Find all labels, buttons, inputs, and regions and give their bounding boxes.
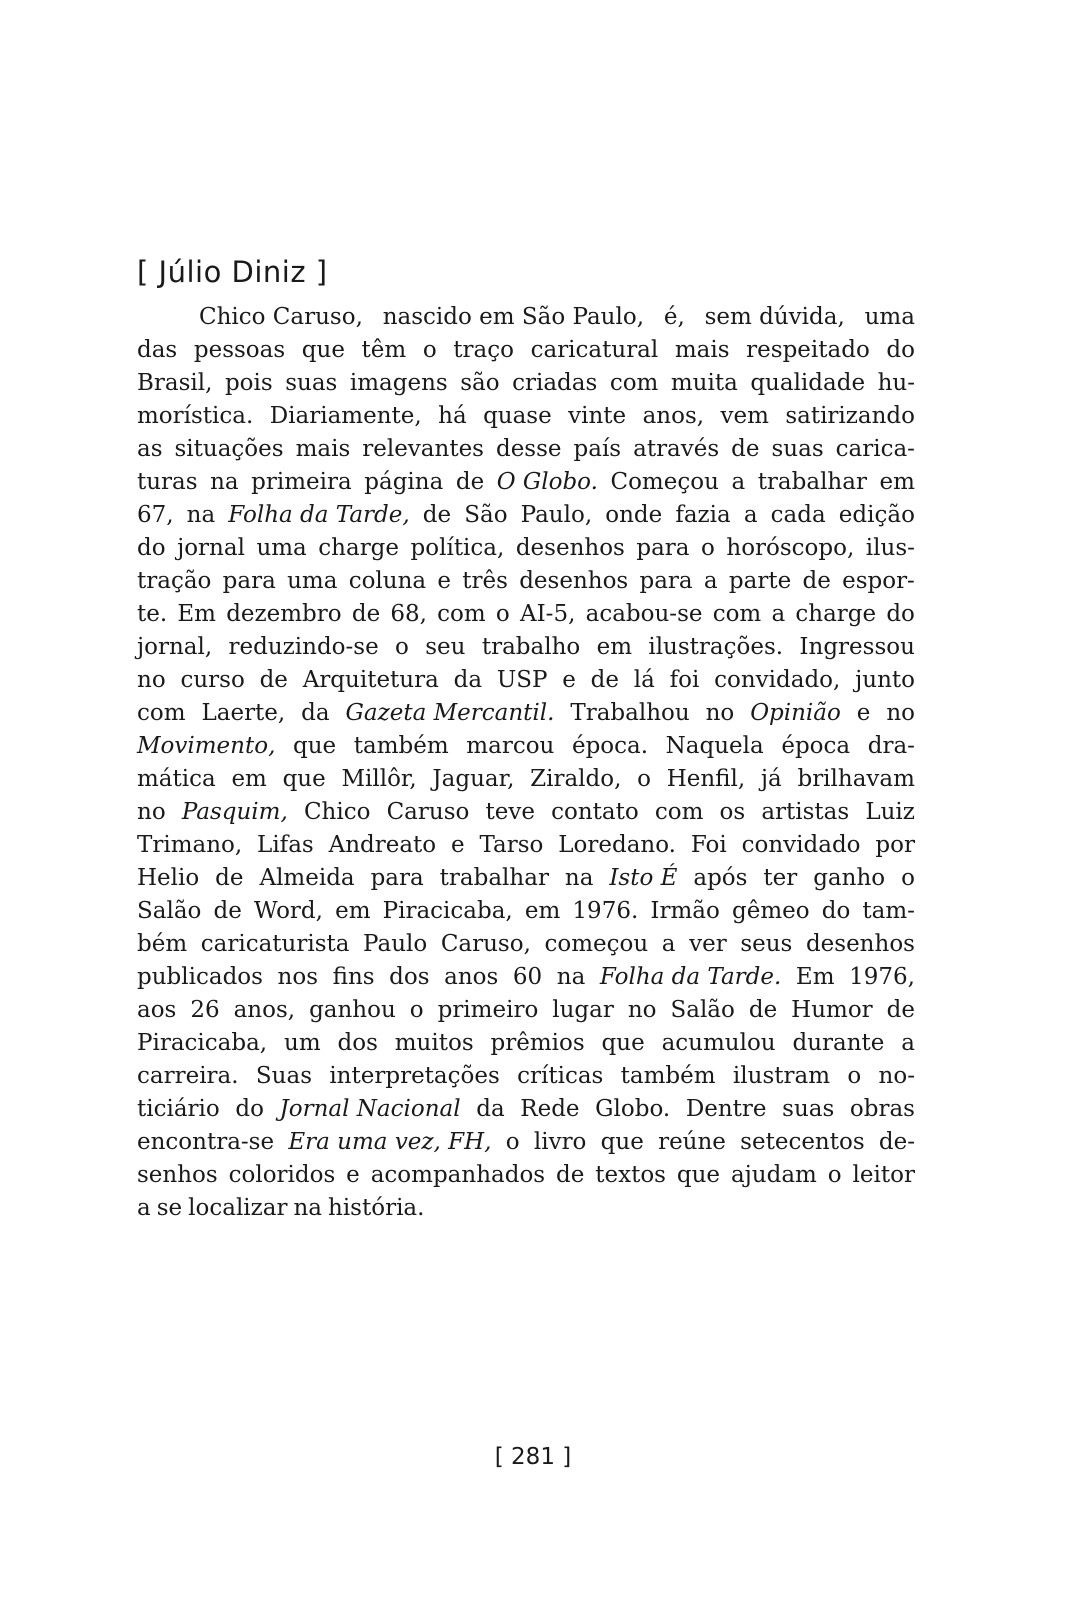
word: na [556, 964, 586, 990]
word: Chico Caruso, [199, 304, 363, 330]
word: do [886, 601, 915, 627]
word: Irmão [650, 898, 720, 924]
word: Millôr, [341, 766, 417, 792]
word: para [639, 568, 693, 594]
word: em [596, 634, 632, 660]
word: nos [277, 964, 319, 990]
text-line [137, 1093, 915, 1126]
word: 60 [512, 964, 543, 990]
word: mática [137, 766, 216, 792]
word: suas [782, 1096, 835, 1122]
word: parte [728, 568, 792, 594]
word: muita [670, 370, 738, 396]
word: o [422, 337, 437, 363]
word: e [451, 832, 465, 858]
word: após [693, 865, 748, 891]
word: convidado, [714, 667, 841, 693]
word: desenhos [515, 535, 625, 561]
word: para [370, 865, 424, 891]
word: anos [444, 964, 499, 990]
word: a [703, 568, 718, 594]
word: junto [855, 667, 915, 693]
word: na [564, 865, 594, 891]
word: 1976. [572, 898, 639, 924]
word: encontra-se [137, 1129, 275, 1155]
word: e [437, 568, 452, 594]
word: dos [389, 964, 430, 990]
word: que [293, 733, 337, 759]
text-line [137, 301, 915, 334]
word: bém [137, 931, 188, 957]
word: seus [740, 931, 793, 957]
word: em [335, 898, 371, 924]
word: os [719, 799, 746, 825]
text-line [137, 1060, 915, 1093]
word: foi [669, 667, 700, 693]
word: localizar [188, 1195, 288, 1221]
word: AI-5, [519, 601, 576, 627]
word: ilus- [865, 535, 915, 561]
word: da [453, 667, 483, 693]
word: ver [689, 931, 727, 957]
word: o [701, 535, 715, 561]
word: com [712, 601, 762, 627]
word: teve [485, 799, 535, 825]
word: criadas [512, 370, 598, 396]
word: com [654, 799, 704, 825]
word: há [438, 403, 467, 429]
word: que [601, 1030, 645, 1056]
word: pois [224, 370, 273, 396]
word: suas [285, 370, 338, 396]
text-line [137, 928, 915, 961]
word: charge [318, 535, 400, 561]
word: Ziraldo, [530, 766, 622, 792]
word: a [901, 1030, 915, 1056]
word: desenhos [519, 568, 629, 594]
word: primeira [251, 469, 352, 495]
text-line [137, 1126, 915, 1159]
word: o [901, 865, 915, 891]
text-line [137, 994, 915, 1027]
text-line [137, 862, 915, 895]
word: também [620, 1063, 716, 1089]
word: brilhavam [797, 766, 915, 792]
word: Loredano. [558, 832, 676, 858]
word: o [395, 634, 409, 660]
word: Trimano, [137, 832, 243, 858]
word: é, [663, 304, 685, 330]
word: época. [571, 733, 649, 759]
word: onde [605, 502, 663, 528]
word: Humor [791, 997, 873, 1023]
word: ticiário [137, 1096, 220, 1122]
word: Paulo [363, 931, 428, 957]
word: a [137, 1195, 151, 1221]
word: fins [332, 964, 375, 990]
italic-title-word: Era uma vez, FH, [288, 1129, 492, 1155]
word: política, [410, 535, 505, 561]
word: turas [137, 469, 198, 495]
word: têm [361, 337, 407, 363]
text-line [137, 664, 915, 697]
word: as [137, 436, 163, 462]
word: trabalho [481, 634, 581, 660]
word: época [781, 733, 851, 759]
word: reduzindo-se [228, 634, 379, 660]
word: no [886, 700, 915, 726]
word: em [524, 898, 561, 924]
word: ganhou [309, 997, 396, 1023]
word: situações [174, 436, 284, 462]
word: nascido em São Paulo, [382, 304, 645, 330]
word: o [847, 1063, 862, 1089]
text-line [137, 334, 915, 367]
word: Trabalhou [570, 700, 690, 726]
word: tração [137, 568, 212, 594]
word: Salão [670, 997, 735, 1023]
text-line [137, 631, 915, 664]
word: a [731, 469, 746, 495]
word: e [562, 667, 576, 693]
word: desse [495, 436, 562, 462]
word: críticas [517, 1063, 604, 1089]
word: a [661, 931, 676, 957]
section-header: [ Júlio Diniz ] [137, 255, 328, 289]
word: São [464, 502, 508, 528]
word: gêmeo [731, 898, 810, 924]
word: da [476, 1096, 505, 1122]
word: de [731, 436, 760, 462]
word: publicados [137, 964, 263, 990]
word: Luiz [865, 799, 915, 825]
word: textos [595, 1162, 666, 1188]
word: leitor [852, 1162, 915, 1188]
word: prêmios [490, 1030, 585, 1056]
word: uma [864, 304, 915, 330]
word: que [301, 337, 345, 363]
word: de [886, 997, 915, 1023]
word: jornal [177, 535, 245, 561]
word: também [353, 733, 449, 759]
word: Salão [137, 898, 202, 924]
word: a [743, 502, 758, 528]
word: na [186, 502, 216, 528]
word: seu [425, 634, 466, 660]
word: durante [792, 1030, 885, 1056]
word: no [137, 799, 166, 825]
word: de [215, 865, 244, 891]
word: da [301, 700, 330, 726]
word: Jaguar, [432, 766, 515, 792]
word: quase [483, 403, 552, 429]
text-line [137, 730, 915, 763]
word: lugar [552, 997, 614, 1023]
word: a [771, 601, 786, 627]
word: de [748, 997, 778, 1023]
word: vem [720, 403, 769, 429]
italic-title-word: Movimento, [137, 733, 276, 759]
word: senhos [137, 1162, 218, 1188]
word: cada [770, 502, 826, 528]
word: Henfil, [666, 766, 746, 792]
word: Diariamente, [269, 403, 422, 429]
word: um [284, 1030, 321, 1056]
text-line [137, 895, 915, 928]
word: caricaturista [200, 931, 350, 957]
word: dos [337, 1030, 378, 1056]
word: Piracicaba, [382, 898, 513, 924]
word: Em [795, 964, 835, 990]
word: começou [544, 931, 649, 957]
word: do [886, 337, 915, 363]
word: no [705, 700, 735, 726]
word: Word, [253, 898, 323, 924]
word: do [235, 1096, 264, 1122]
word: por [875, 832, 915, 858]
text-line [137, 466, 915, 499]
word: artistas [761, 799, 850, 825]
word: uma [287, 568, 338, 594]
word: Laerte, [201, 700, 286, 726]
word: no [627, 997, 657, 1023]
word: Helio [137, 865, 200, 891]
word: se [156, 1195, 183, 1221]
word: Dentre [685, 1096, 767, 1122]
italic-title-word: Pasquim, [181, 799, 288, 825]
word: te. [137, 601, 168, 627]
word: Lifas [257, 832, 314, 858]
word: muitos [394, 1030, 474, 1056]
word: trabalhar [757, 469, 867, 495]
word: obras [849, 1096, 915, 1122]
word: vinte [568, 403, 627, 429]
word: setecentos [740, 1129, 865, 1155]
word: em [879, 469, 915, 495]
word: acompanhados [370, 1162, 546, 1188]
word: reúne [658, 1129, 726, 1155]
word: e [856, 700, 871, 726]
word: das [137, 337, 178, 363]
text-line [137, 499, 915, 532]
text-line [137, 433, 915, 466]
word: uma [256, 535, 307, 561]
word: do [821, 898, 851, 924]
word: ter [763, 865, 798, 891]
word: o [827, 1162, 842, 1188]
text-line [137, 1192, 915, 1225]
text-line [137, 961, 915, 994]
word: interpretações [329, 1063, 500, 1089]
word: lá [633, 667, 655, 693]
word: charge [795, 601, 877, 627]
word: ilustram [732, 1063, 831, 1089]
word: jornal, [137, 634, 213, 660]
word: Paulo, [520, 502, 593, 528]
word: Em [177, 601, 216, 627]
word: para [222, 568, 276, 594]
word: fazia [675, 502, 731, 528]
italic-title-word: Jornal Nacional [279, 1096, 461, 1122]
word: na [293, 1195, 323, 1221]
text-line [137, 532, 915, 565]
word: três [462, 568, 508, 594]
word: Almeida [259, 865, 355, 891]
word: pessoas [193, 337, 286, 363]
word: Brasil, [137, 370, 213, 396]
page-number: [ 281 ] [494, 1444, 572, 1470]
word: tam- [862, 898, 915, 924]
word: carreira. [137, 1063, 239, 1089]
text-line [137, 1027, 915, 1060]
text-line [137, 796, 915, 829]
text-line [137, 598, 915, 631]
text-line [137, 367, 915, 400]
word: do [137, 535, 166, 561]
word: são [460, 370, 500, 396]
italic-title-word: Opinião [750, 700, 841, 726]
body-paragraph [137, 301, 915, 1225]
word: coluna [348, 568, 427, 594]
word: com [609, 370, 659, 396]
word: trabalhar [439, 865, 549, 891]
word: aos [137, 997, 177, 1023]
word: para [636, 535, 690, 561]
word: ilustrações. [648, 634, 784, 660]
word: Começou [610, 469, 719, 495]
word: mais [674, 337, 730, 363]
word: página [364, 469, 444, 495]
italic-title-word: O Globo. [496, 469, 598, 495]
word: Chico [303, 799, 371, 825]
word: na [210, 469, 239, 495]
word: Arquitetura [302, 667, 439, 693]
word: curso [180, 667, 245, 693]
word: de [259, 667, 288, 693]
word: Piracicaba, [137, 1030, 268, 1056]
word: coloridos [228, 1162, 336, 1188]
word: o [637, 766, 651, 792]
word: acumulou [661, 1030, 776, 1056]
word: Globo. [595, 1096, 671, 1122]
word: horóscopo, [726, 535, 855, 561]
word: com [437, 601, 486, 627]
word: Suas [255, 1063, 312, 1089]
word: dezembro [226, 601, 342, 627]
word: traço [453, 337, 514, 363]
word: anos, [642, 403, 705, 429]
word: Foi [690, 832, 727, 858]
word: de [455, 469, 485, 495]
word: dra- [867, 733, 915, 759]
word: em [231, 766, 267, 792]
word: marcou [466, 733, 555, 759]
word: morística. [137, 403, 254, 429]
word: livro [533, 1129, 587, 1155]
word: de [556, 1162, 585, 1188]
word: de [422, 502, 452, 528]
word: Tarso [479, 832, 544, 858]
word: o [409, 997, 424, 1023]
word: de- [878, 1129, 915, 1155]
word: suas [771, 436, 824, 462]
word: anos, [233, 997, 296, 1023]
word: carica- [835, 436, 915, 462]
italic-title-word: Folha da Tarde. [599, 964, 782, 990]
word: Ingressou [799, 634, 915, 660]
word: ajudam [730, 1162, 817, 1188]
word: contato [551, 799, 639, 825]
word: Rede [520, 1096, 580, 1122]
word: convidado [741, 832, 861, 858]
text-line [137, 829, 915, 862]
word: que [676, 1162, 721, 1188]
word: caricatural [530, 337, 659, 363]
word: com [137, 700, 186, 726]
word: USP [496, 667, 548, 693]
italic-title-word: Isto É [609, 865, 678, 891]
word: no- [878, 1063, 915, 1089]
word: imagens [349, 370, 448, 396]
word: ganho [813, 865, 886, 891]
word: sem dúvida, [704, 304, 845, 330]
italic-title-word: Folha da Tarde, [228, 502, 410, 528]
word: de [802, 568, 831, 594]
word: respeitado [746, 337, 870, 363]
word: 26 [190, 997, 220, 1023]
text-line [137, 565, 915, 598]
word: história. [328, 1195, 425, 1221]
word: já [760, 766, 782, 792]
word: o [505, 1129, 520, 1155]
word: e [346, 1162, 360, 1188]
word: 67, [137, 502, 174, 528]
word: de [351, 601, 381, 627]
word: relevantes [362, 436, 484, 462]
word: primeiro [437, 997, 539, 1023]
word: de [213, 898, 242, 924]
word: o [495, 601, 510, 627]
word: acabou-se [585, 601, 703, 627]
text-line [137, 400, 915, 433]
word: desenhos [805, 931, 915, 957]
word: país [573, 436, 622, 462]
word: através [633, 436, 720, 462]
word: qualidade [750, 370, 866, 396]
italic-title-word: Gazeta Mercantil. [345, 700, 555, 726]
word: que [600, 1129, 644, 1155]
text-line [137, 697, 915, 730]
word: edição [838, 502, 915, 528]
word: Caruso [386, 799, 470, 825]
word: 68, [390, 601, 427, 627]
text-line [137, 763, 915, 796]
word: Andreato [328, 832, 437, 858]
word: Caruso, [440, 931, 531, 957]
word: 1976, [849, 964, 915, 990]
word: que [282, 766, 326, 792]
text-line [137, 1159, 915, 1192]
word: de [590, 667, 619, 693]
word: hu- [877, 370, 915, 396]
word: espor- [842, 568, 915, 594]
word: mais [295, 436, 351, 462]
word: Naquela [665, 733, 764, 759]
word: satirizando [785, 403, 915, 429]
word: no [137, 667, 166, 693]
